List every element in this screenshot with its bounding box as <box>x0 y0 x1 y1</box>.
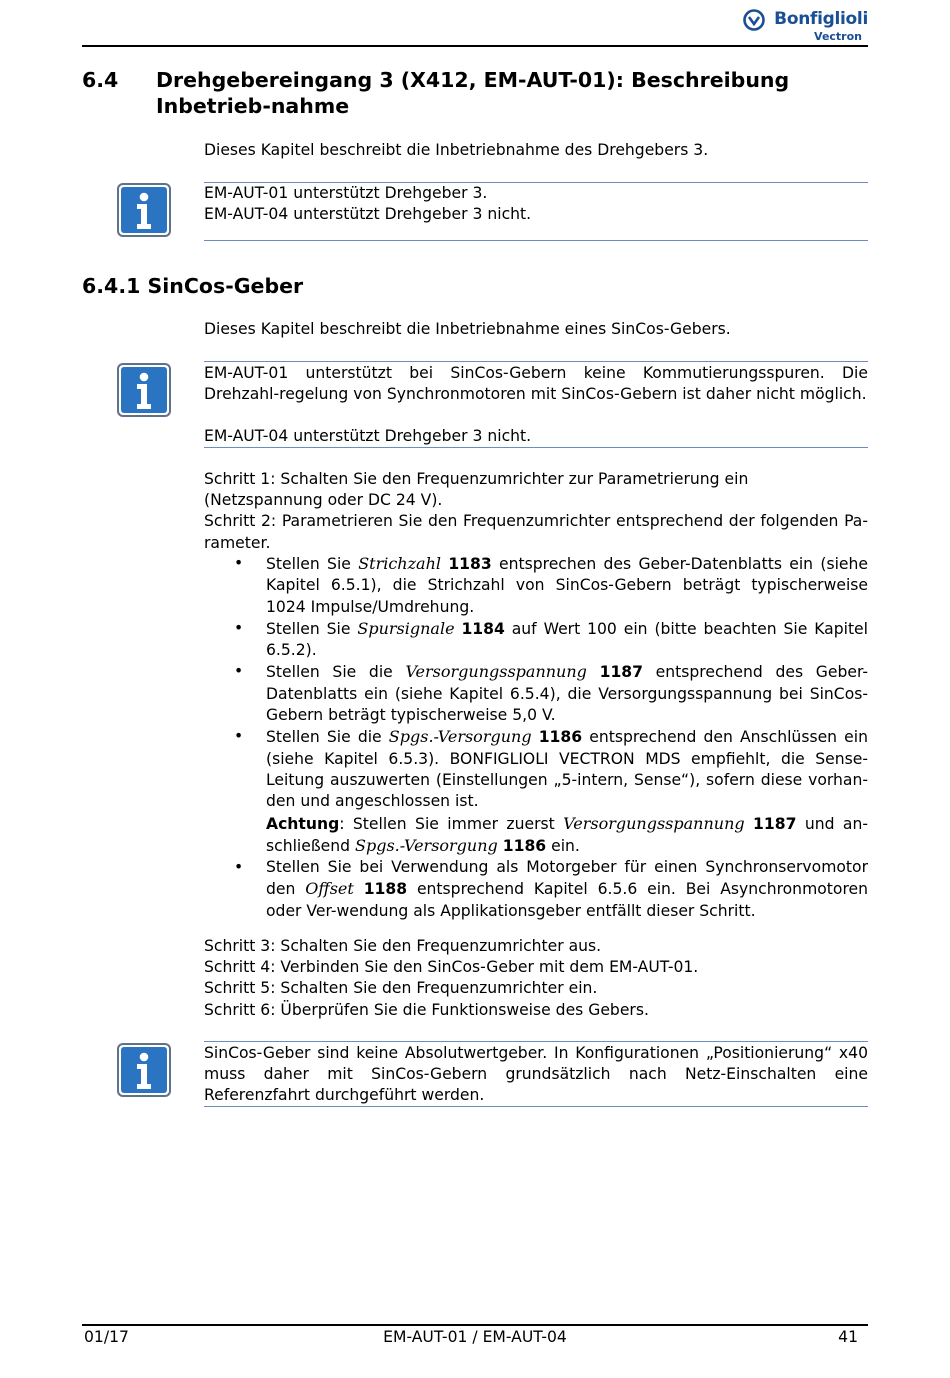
heading-text: Drehgebereingang 3 (X412, EM-AUT-01): Beschreibung Inbetrieb-nahme <box>156 68 790 118</box>
intro-paragraph-1: Dieses Kapitel beschreibt die Inbetriebnahme des Drehgebers 3. <box>204 141 709 159</box>
info-rule <box>204 240 868 241</box>
bonfiglioli-logo-icon <box>743 9 765 31</box>
bullet-text: ein. <box>546 836 580 855</box>
bullet-text: entsprechend des Geber-Datenblatts ein (siehe Kapitel 6.5.4), die Versorgungsspannung bei SinCos-Gebern beträgt typischerweise 5,0 V. <box>266 663 868 725</box>
bullet-text: entsprechen des Geber-Datenblatts ein (siehe Kapitel 6.5.1), die Strichzahl von SinCos-Gebern beträgt typischerweise 1024 Impulse/Umdrehung. <box>266 555 868 616</box>
step-5: Schritt 5: Schalten Sie den Frequenzumrichter ein. <box>204 979 598 998</box>
bullet-text: Stellen Sie <box>266 555 359 573</box>
list-item <box>204 618 868 662</box>
bullet-text: und an-schließend <box>266 814 868 855</box>
info-rule <box>204 361 868 362</box>
bullet-text: Stellen Sie bei Verwendung als Motorgeber für einen Synchronservomotor den <box>266 858 868 899</box>
info-rule <box>204 1041 868 1042</box>
parameter-name: Offset <box>305 879 354 899</box>
steps-end <box>204 936 868 1021</box>
info-box-2-para-2: EM-AUT-04 unterstützt Drehgeber 3 nicht. <box>204 427 532 445</box>
footer-page-number: 41 <box>838 1328 858 1346</box>
bullet-text: entsprechend den Anschlüssen ein (siehe Kapitel 6.5.3). BONFIGLIOLI VECTRON MDS empfiehlt, die Sense-Leitung auszuwerten (Einstellungen „5-intern, Sense“), sofern diese vorhan-den und angeschlossen ist. <box>266 728 868 811</box>
parameter-number: 1186 <box>502 836 547 855</box>
info-line: EM-AUT-01 unterstützt Drehgeber 3. <box>204 184 488 202</box>
bullet-text: Stellen Sie die <box>266 728 389 747</box>
list-item <box>204 553 868 618</box>
warning-label: Achtung <box>266 814 340 833</box>
list-item <box>204 857 868 922</box>
parameter-number: 1188 <box>363 880 408 899</box>
parameter-name: Spgs.-Versorgung <box>388 727 532 747</box>
footer-date: 01/17 <box>84 1328 129 1346</box>
list-item <box>204 661 868 726</box>
info-box-1 <box>204 183 868 225</box>
info-rule <box>204 447 868 448</box>
parameter-number: 1186 <box>538 728 583 747</box>
step-3: Schritt 3: Schalten Sie den Frequenzumrichter aus. <box>204 937 602 955</box>
bullet-text: Stellen Sie die <box>266 663 406 682</box>
step-2: Schritt 2: Parametrieren Sie den Frequenzumrichter entsprechend der folgenden Pa-rameter. <box>204 512 868 552</box>
bullet-text: auf Wert 100 ein (bitte beachten Sie Kapitel 6.5.2). <box>266 619 868 660</box>
parameter-list <box>204 553 868 922</box>
header-rule <box>82 45 868 47</box>
heading-6-4-1: 6.4.1 SinCos-Geber <box>82 274 304 298</box>
steps-intro <box>204 469 868 554</box>
parameter-name: Strichzahl <box>358 554 441 573</box>
parameter-name: Versorgungsspannung <box>405 662 587 682</box>
parameter-name: Spgs.-Versorgung <box>355 835 498 855</box>
bonfiglioli-logo <box>743 8 868 46</box>
parameter-number: 1184 <box>461 619 505 638</box>
list-item <box>204 726 868 857</box>
footer-rule <box>82 1324 868 1326</box>
bullet-text: : Stellen Sie immer zuerst <box>339 814 564 833</box>
step-6: Schritt 6: Überprüfen Sie die Funktionsweise des Gebers. <box>204 1000 649 1019</box>
parameter-name: Spursignale <box>357 618 455 638</box>
info-icon <box>116 182 172 238</box>
bullet-text: Stellen Sie <box>266 619 358 638</box>
bullet-text: entsprechend Kapitel 6.5.6 ein. Bei Asynchronmotoren oder Ver-wendung als Applikationsgeber entfällt dieser Schritt. <box>266 880 868 920</box>
footer-document: EM-AUT-01 / EM-AUT-04 <box>383 1328 567 1346</box>
info-icon <box>116 362 172 418</box>
parameter-name: Versorgungsspannung <box>563 813 745 833</box>
logo-brand: Bonfiglioli <box>774 9 868 29</box>
parameter-number: 1187 <box>753 814 797 833</box>
info-rule <box>204 1106 868 1107</box>
parameter-number: 1187 <box>599 663 643 682</box>
step-1: Schritt 1: Schalten Sie den Frequenzumrichter zur Parametrierung ein (Netzspannung oder DC 24 V). <box>204 470 749 510</box>
step-4: Schritt 4: Verbinden Sie den SinCos-Geber mit dem EM-AUT-01. <box>204 958 699 977</box>
heading-number: 6.4 <box>82 68 119 92</box>
intro-paragraph-2: Dieses Kapitel beschreibt die Inbetriebnahme eines SinCos-Gebers. <box>204 320 731 338</box>
logo-sub: Vectron <box>814 30 862 43</box>
info-line: EM-AUT-04 unterstützt Drehgeber 3 nicht. <box>204 205 532 224</box>
info-icon <box>116 1042 172 1098</box>
parameter-number: 1183 <box>448 555 492 573</box>
info-box-3: SinCos-Geber sind keine Absolutwertgeber. In Konfigurationen „Positionierung“ x40 muss daher mit SinCos-Gebern grundsätzlich nach Netz-Einschalten eine Referenzfahrt durchgeführt werden. <box>204 1044 868 1105</box>
info-box-2-para-1: EM-AUT-01 unterstützt bei SinCos-Gebern keine Kommutierungsspuren. Die Drehzahl-regelung von Synchronmotoren mit SinCos-Gebern ist daher nicht möglich. <box>204 364 868 404</box>
